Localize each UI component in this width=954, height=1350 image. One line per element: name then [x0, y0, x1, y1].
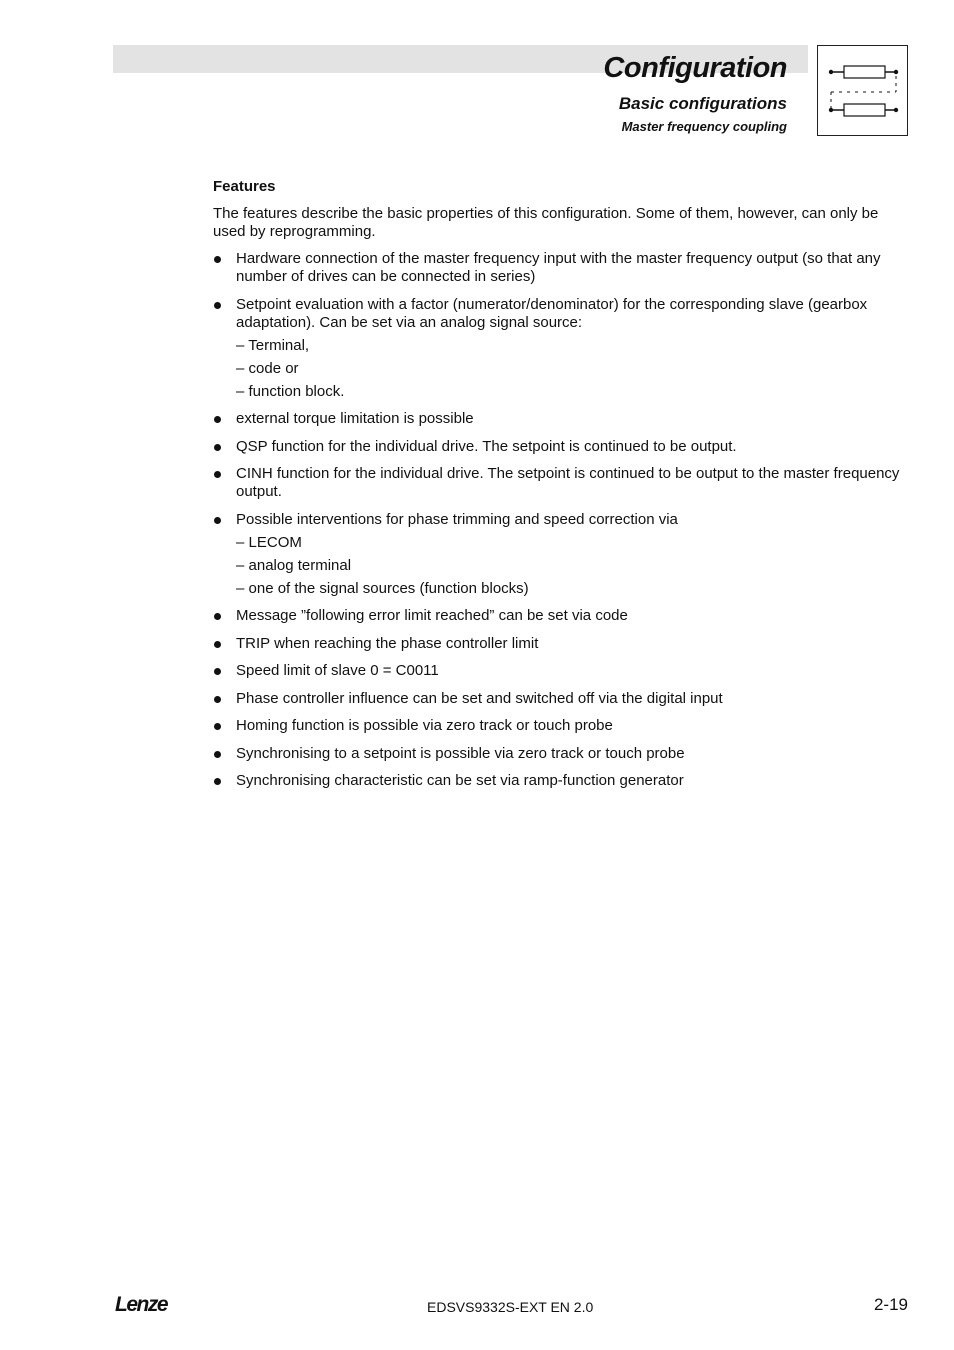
list-item: [213, 690, 913, 708]
list-item-text: Speed limit of slave 0 = C0011: [236, 662, 439, 679]
list-item-text: Hardware connection of the master frequency input with the master frequency output (so that any number of drives can be connected in series): [236, 250, 881, 285]
sub-list-item: – function block.: [236, 382, 345, 400]
sub-list: [236, 337, 913, 401]
features-list: [213, 250, 913, 790]
section-title: Basic configurations: [618, 94, 787, 113]
subsection-title: Master frequency coupling: [621, 119, 787, 134]
list-item: [213, 465, 913, 501]
list-item-text: external torque limitation is possible: [236, 410, 474, 427]
sub-list-item: – Terminal,: [236, 336, 310, 354]
features-section: [213, 178, 913, 800]
list-item: [213, 250, 913, 286]
list-item-text: Setpoint evaluation with a factor (numerator/denominator) for the corresponding slave (gearbox adaptation). Can be set via an analog signal source:: [236, 295, 868, 331]
list-item-text: QSP function for the individual drive. The setpoint is continued to be output.: [236, 437, 737, 455]
list-item-text: Synchronising to a setpoint is possible via zero track or touch probe: [236, 744, 685, 762]
list-item: [213, 717, 913, 735]
sub-list-item: – analog terminal: [236, 556, 352, 574]
list-item: [213, 410, 913, 428]
list-item: [213, 438, 913, 456]
sub-list-item: – code or: [236, 359, 299, 377]
list-item: [213, 745, 913, 763]
list-item: [213, 511, 913, 598]
list-item-text: Homing function is possible via zero track or touch probe: [236, 717, 613, 734]
list-item: [213, 296, 913, 401]
page-title: Configuration: [603, 52, 787, 84]
list-item-text: TRIP when reaching the phase controller limit: [236, 634, 539, 652]
list-item: [213, 662, 913, 680]
sub-list: [236, 534, 913, 598]
sub-list-item: – LECOM: [236, 533, 302, 551]
features-intro: The features describe the basic properties of this configuration. Some of them, however, can only be used by reprogramming.: [213, 205, 879, 240]
lenze-logo: Lenze: [115, 1293, 168, 1316]
list-item-text: CINH function for the individual drive. The setpoint is continued to be output to the master frequency output.: [236, 465, 900, 500]
document-id: EDSVS9332S-EXT EN 2.0: [427, 1299, 594, 1315]
list-item-text: Phase controller influence can be set and switched off via the digital input: [236, 689, 723, 707]
page-number: 2-19: [873, 1295, 908, 1314]
list-item-text: Message ”following error limit reached” can be set via code: [236, 607, 628, 624]
master-frequency-coupling-icon: [817, 45, 908, 136]
list-item: [213, 772, 913, 790]
list-item-text: Possible interventions for phase trimming and speed correction via: [236, 510, 678, 528]
list-item: [213, 635, 913, 653]
features-heading: Features: [213, 178, 276, 195]
list-item: [213, 607, 913, 625]
list-item-text: Synchronising characteristic can be set via ramp-function generator: [236, 772, 684, 789]
sub-list-item: – one of the signal sources (function blocks): [236, 579, 529, 597]
